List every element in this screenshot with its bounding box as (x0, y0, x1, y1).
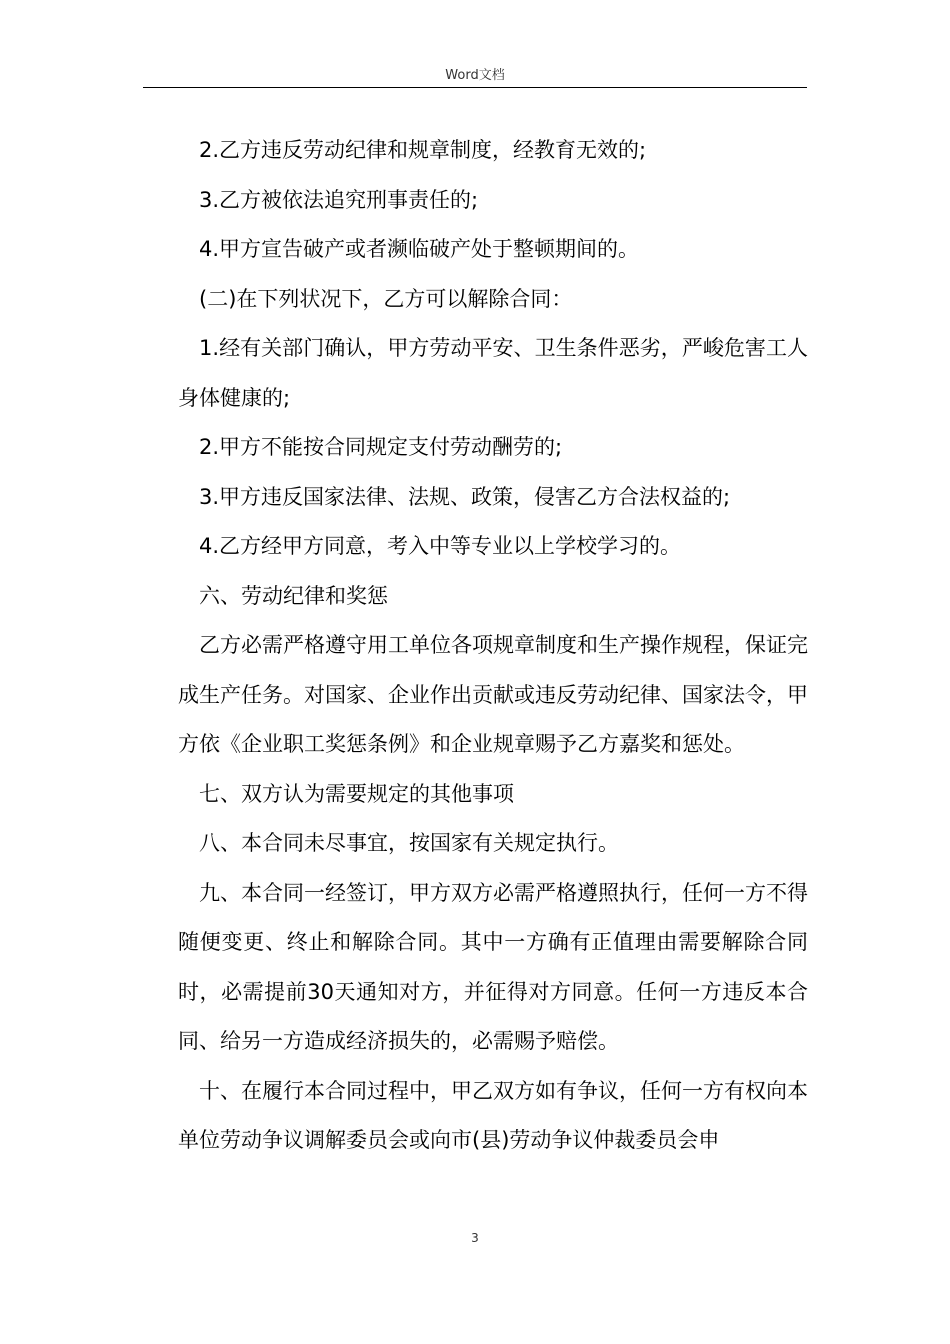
paragraph: 八、本合同未尽事宜，按国家有关规定执行。 (199, 831, 619, 855)
section-heading: 六、劳动纪律和奖惩 (199, 583, 388, 608)
paragraph: 十、在履行本合同过程中，甲乙双方如有争议，任何一方有权向本单位劳动争议调解委员会或向市(县)劳动争议仲裁委员会申 (178, 1078, 808, 1152)
paragraph: 4.乙方经甲方同意，考入中等专业以上学校学习的。 (199, 534, 682, 558)
paragraph: 乙方必需严格遵守用工单位各项规章制度和生产操作规程，保证完成生产任务。对国家、企业作出贡献或违反劳动纪律、国家法令，甲方依《企业职工奖惩条例》和企业规章赐予乙方嘉奖和惩处。 (178, 633, 808, 756)
paragraph: 2.甲方不能按合同规定支付劳动酬劳的; (199, 435, 563, 459)
paragraph: 3.乙方被依法追究刑事责任的; (199, 187, 479, 212)
paragraph: (二)在下列状况下，乙方可以解除合同： (199, 286, 573, 311)
page-number: 3 (471, 1231, 479, 1245)
header-divider (143, 87, 807, 88)
paragraph: 1.经有关部门确认，甲方劳动平安、卫生条件恶劣，严峻危害工人身体健康的; (178, 336, 808, 410)
paragraph: 2.乙方违反劳动纪律和规章制度，经教育无效的; (199, 138, 647, 162)
page-header: Word文档 (445, 68, 505, 83)
section-heading: 七、双方认为需要规定的其他事项 (199, 781, 514, 806)
paragraph: 4.甲方宣告破产或者濒临破产处于整顿期间的。 (199, 237, 640, 261)
document-body (178, 126, 808, 1166)
paragraph: 3.甲方违反国家法律、法规、政策，侵害乙方合法权益的; (199, 484, 731, 509)
paragraph: 九、本合同一经签订，甲方双方必需严格遵照执行，任何一方不得随便变更、终止和解除合同。其中一方确有正值理由需要解除合同时，必需提前30天通知对方，并征得对方同意。任何一方违反本合同、给另一方造成经济损失的，必需赐予赔偿。 (178, 880, 808, 1053)
